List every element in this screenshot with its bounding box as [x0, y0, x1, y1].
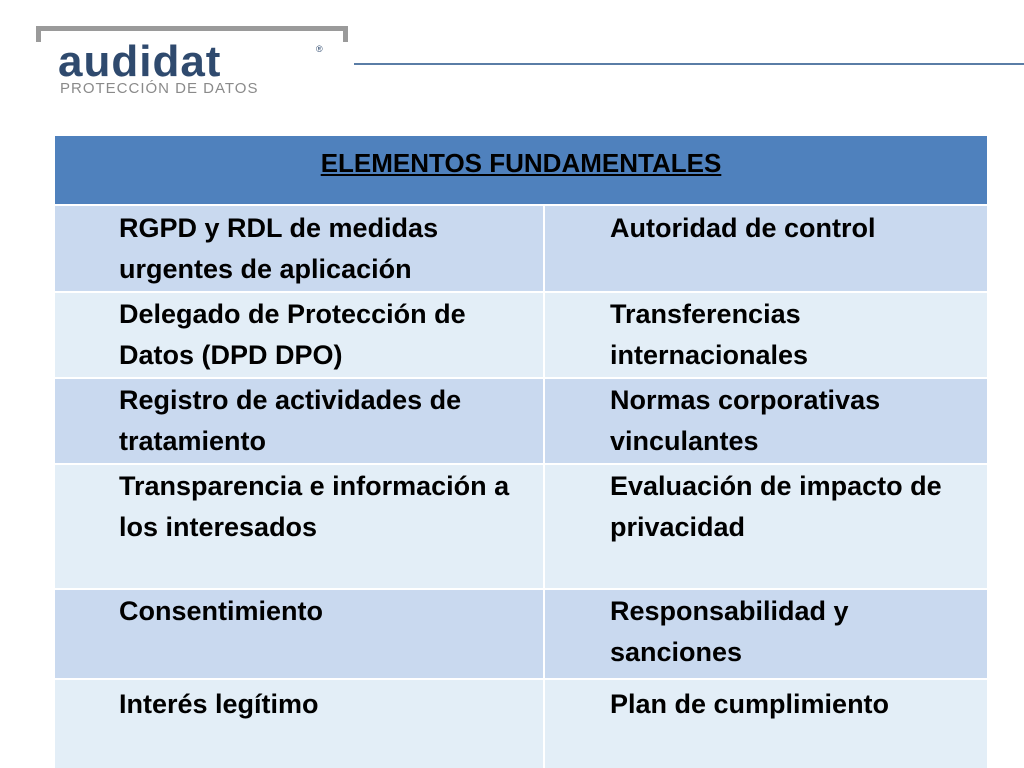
elements-table — [53, 134, 989, 768]
logo-registered-mark: ® — [316, 44, 323, 54]
logo-frame-right-leg — [343, 26, 348, 42]
table-header: ELEMENTOS FUNDAMENTALES — [54, 135, 988, 205]
logo-word: audidat — [58, 40, 222, 86]
table-cell-left — [54, 589, 544, 679]
table-cell-right — [544, 292, 988, 378]
table-cell-right — [544, 679, 988, 768]
table-row — [54, 378, 988, 464]
table-cell-left — [54, 679, 544, 768]
table-row — [54, 679, 988, 768]
table-cell-left — [54, 464, 544, 589]
table-cell-left — [54, 378, 544, 464]
cell-text: Transferencias internacionales — [610, 299, 809, 370]
cell-text: Normas corporativas vinculantes — [610, 385, 881, 456]
cell-text: Consentimiento — [119, 596, 324, 626]
table-header-row — [54, 135, 988, 205]
table-cell-right — [544, 378, 988, 464]
table-cell-right — [544, 464, 988, 589]
header-divider — [354, 63, 1024, 65]
table-row — [54, 464, 988, 589]
cell-text: Autoridad de control — [610, 213, 876, 243]
table-cell-right — [544, 589, 988, 679]
cell-text: RGPD y RDL de medidas urgentes de aplicación — [119, 213, 439, 284]
table-row — [54, 292, 988, 378]
cell-text: Plan de cumplimiento — [610, 689, 890, 719]
table-row — [54, 589, 988, 679]
table-cell-left — [54, 205, 544, 292]
table-row — [54, 205, 988, 292]
cell-text: Registro de actividades de tratamiento — [119, 385, 462, 456]
cell-text: Responsabilidad y sanciones — [610, 596, 849, 667]
elements-table-container — [53, 134, 987, 768]
cell-text: Interés legítimo — [119, 689, 319, 719]
cell-text: Delegado de Protección de Datos (DPD DPO) — [119, 299, 466, 370]
table-cell-right — [544, 205, 988, 292]
audidat-logo — [58, 40, 328, 96]
logo-frame-left-leg — [36, 26, 41, 42]
cell-text: Evaluación de impacto de privacidad — [610, 471, 942, 542]
cell-text: Transparencia e información a los interesados — [119, 471, 510, 542]
table-cell-left — [54, 292, 544, 378]
logo-tagline: PROTECCIÓN DE DATOS — [60, 80, 259, 96]
logo-frame-top-bar — [36, 26, 348, 31]
